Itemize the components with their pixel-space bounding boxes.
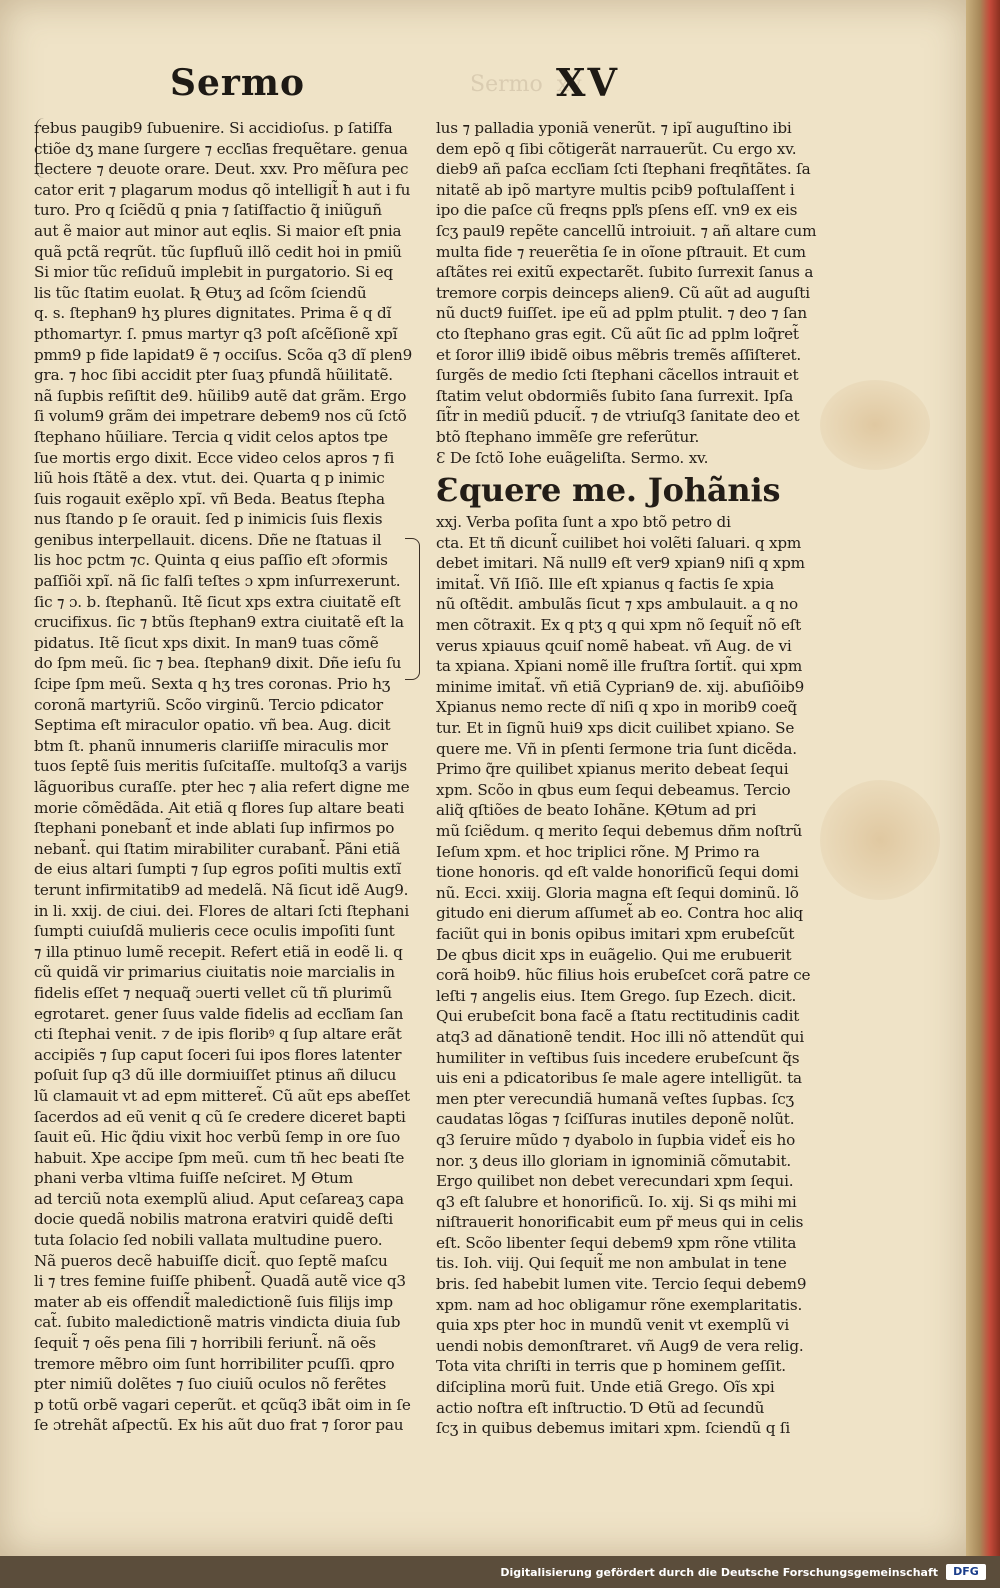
text-line: ſit̃r in mediũ pducit̃. ⁊ de vtriuſq3 ſanitate deo et bbox=[436, 407, 800, 426]
text-line: nor. ʒ deus illo gloriam in ignominiã cõmutabit. bbox=[436, 1151, 792, 1170]
show-through-text: Sermo xv bbox=[470, 72, 582, 97]
paper-stain bbox=[820, 380, 930, 470]
text-line: terunt infirmitatib9 ad medelã. Nã ſicut idẽ Aug9. bbox=[34, 880, 409, 899]
text-line: ſumpti cuiuſdã mulieris cece oculis impoſiti ſunt bbox=[34, 922, 395, 941]
text-line: nã ſupbis reſiſtit de9. hũilib9 autẽ dat grãm. Ergo bbox=[34, 386, 407, 405]
dfg-logo: DFG bbox=[946, 1564, 986, 1580]
text-line: in li. xxij. de ciui. dei. Flores de altari ſcti ſtephani bbox=[34, 901, 409, 920]
text-line: ſcʒ in quibus debemus imitari xpm. ſciendũ q ſi bbox=[436, 1419, 790, 1438]
text-line: pidatus. Itẽ ſicut xps dixit. In man9 tuas cõmẽ bbox=[34, 633, 379, 652]
book-edge bbox=[966, 0, 1000, 1556]
text-line: ipo die paſce cũ freqns ppľs pſens eſſ. vn9 ex eis bbox=[436, 201, 798, 220]
text-line: tuta ſolacio ſed nobili vallata multudine puero. bbox=[34, 1231, 383, 1250]
text-line: ta xpiana. Xpiani nomẽ ille fruſtra ſortit̃. qui xpm bbox=[436, 657, 803, 676]
text-line: q3 eſt ſalubre et honorificũ. Io. xij. Si qs mihi mi bbox=[436, 1192, 797, 1211]
text-line: morie cõmẽdãda. Ait etiã q flores ſup altare beati bbox=[34, 798, 405, 817]
text-line: aliq̃ qſtiões de beato Iohãne. ⱩƟtum ad pri bbox=[436, 801, 757, 820]
text-line: aut ẽ maior aut minor aut eqlis. Si maior eſt pnia bbox=[34, 221, 402, 240]
text-line: li ⁊ tres femine fuiſſe phibent̃. Quadã autẽ vice q3 bbox=[34, 1272, 406, 1291]
text-line: imitat̃. Vñ Iſiõ. Ille eſt xpianus q factis ſe xpia bbox=[436, 574, 775, 593]
running-head-left: Sermo bbox=[170, 62, 305, 104]
text-line: Septima eſt miraculor opatio. vñ bea. Aug. dicit bbox=[34, 716, 391, 735]
text-line: atq3 ad dãnationẽ tendit. Hoc illi nõ attendũt qui bbox=[436, 1027, 805, 1046]
text-line: lus ⁊ palladia yponiã venerũt. ⁊ ipĩ auguſtino ibi bbox=[436, 119, 792, 137]
text-line: nũ. Ecci. xxiij. Gloria magna eſt ſequi dominũ. lõ bbox=[436, 883, 799, 902]
left-column bbox=[34, 118, 430, 1436]
text-line: liũ hois ſtãtẽ a dex. vtut. dei. Quarta q p inimic bbox=[34, 469, 385, 488]
text-line: ſe ɔtrehãt aſpectũ. Ex his aũt duo frat ⁊ ſoror pau bbox=[34, 1416, 404, 1435]
text-line: Qui erubeſcit bona facẽ a ſtatu rectitudinis cadit bbox=[436, 1007, 800, 1026]
text-line: lis tũc ſtatim euolat. Ʀ Ɵtuʒ ad ſcõm ſciendũ bbox=[34, 283, 367, 302]
text-line: nũ duct9 fuiſſet. ipe eũ ad pplm ptulit. ⁊ deo ⁊ ſan bbox=[436, 304, 807, 323]
paper-stain bbox=[820, 780, 940, 900]
text-line: Ieſum xpm. et hoc triplici rõne. Ɱ Primo ra bbox=[436, 842, 760, 861]
text-line: Xpianus nemo recte dĩ niſi q xpo in morib9 coeq̃ bbox=[436, 698, 797, 717]
running-head-right: XV bbox=[556, 60, 619, 105]
text-line: niſtrauerit honorificabit eum pr̃ meus qui in celis bbox=[436, 1213, 804, 1232]
text-line: gra. ⁊ hoc ſibi accidit pter ſuaʒ pfundã hũilitatẽ. bbox=[34, 366, 393, 385]
text-line: flectere ⁊ deuote orare. Deut. xxv. Pro mẽſura pec bbox=[34, 160, 409, 179]
text-line: ſi volum9 grãm dei impetrare debem9 nos cũ ſctõ bbox=[34, 407, 407, 426]
text-line: ſauit eũ. Hic q̃diu vixit hoc verbũ ſemp in ore ſuo bbox=[34, 1128, 401, 1147]
text-line: bris. ſed habebit lumen vite. Tercio ſequi debem9 bbox=[436, 1275, 807, 1294]
text-line: ſue mortis ergo dixit. Ecce video celos apros ⁊ fi bbox=[34, 448, 395, 467]
text-line: corã hoib9. hũc filius hois erubeſcet corã patre ce bbox=[436, 966, 811, 985]
text-line: pmm9 p fide lapidat9 ẽ ⁊ occiſus. Scõa q3 dĩ plen9 bbox=[34, 345, 413, 364]
text-line: lãguoribus curaſſe. pter hec ⁊ alia refert digne me bbox=[34, 778, 410, 796]
text-line: ſequit̃ ⁊ oẽs pena ſili ⁊ horribili feriunt̃. nã oẽs bbox=[34, 1334, 376, 1353]
text-line: poſuit ſup q3 dũ ille dormiuiſſet ptinus añ dilucu bbox=[34, 1066, 397, 1085]
text-line: genibus interpellauit. dicens. Dñe ne ſtatuas il bbox=[34, 530, 382, 549]
text-line: mũ ſciẽdum. q merito ſequi debemus dñm noſtrũ bbox=[436, 822, 803, 840]
text-line: ſcipe ſpm meũ. Sexta q hʒ tres coronas. Prio hʒ bbox=[34, 675, 391, 694]
text-line: turo. Pro q ſciẽdũ q pnia ⁊ ſatiſfactio q̃ iniũguñ bbox=[34, 201, 382, 220]
text-line: tione honoris. qd eſt valde honorificũ ſequi domi bbox=[436, 863, 799, 882]
text-line: docie quedã nobilis matrona eratviri quidẽ deſti bbox=[34, 1210, 393, 1229]
text-line: men cõtraxit. Ex q ptʒ q qui xpm nõ ſequit̃ nõ eſt bbox=[436, 616, 802, 635]
text-line: ſurgẽs de medio ſcti ſtephani cãcellos intrauit et bbox=[436, 366, 799, 385]
text-line: xpm. nam ad hoc obligamur rõne exemplaritatis. bbox=[436, 1295, 803, 1314]
text-line: ſtephani ponebant̃ et inde ablati ſup infirmos po bbox=[34, 819, 395, 838]
text-line: rebus paugib9 ſubuenire. Si accidioſus. p ſatiſfa bbox=[34, 119, 393, 137]
text-line: caudatas lõgas ⁊ ſciſſuras inutiles deponẽ nolũt. bbox=[436, 1110, 795, 1129]
text-line: lis hoc pctm ⁊c. Quinta q eius paſſio eſt ɔformis bbox=[34, 551, 388, 570]
text-line: fidelis eſſet ⁊ nequaq̃ ɔuerti vellet cũ tñ plurimũ bbox=[34, 983, 392, 1002]
text-line: Nã pueros decẽ habuiſſe dicit̃. quo ſeptẽ maſcu bbox=[34, 1251, 388, 1270]
text-line: Primo q̃re quilibet xpianus merito debeat ſequi bbox=[436, 760, 789, 779]
text-line: ſtatim velut obdormiẽs ſubito ſana ſurrexit. Ipſa bbox=[436, 386, 794, 405]
text-line: men pter verecundiã humanã veſtes ſupbas. ſcʒ bbox=[436, 1089, 794, 1108]
text-line: uendi nobis demonſtraret. vñ Aug9 de vera relig. bbox=[436, 1336, 804, 1355]
text-line: cat̃. ſubito maledictionẽ matris vindicta diuia ſub bbox=[34, 1313, 401, 1332]
text-line: actio noſtra eſt inſtructio. Ɗ Ɵtũ ad ſecundũ bbox=[436, 1398, 765, 1417]
text-line: egrotaret. gener ſuus valde fidelis ad eccľiam ſan bbox=[34, 1004, 404, 1023]
text-line: tis. Ioh. viij. Qui ſequit̃ me non ambulat in tene bbox=[436, 1254, 787, 1273]
text-line: crucifixus. ſic ⁊ btũs ſtephan9 extra ciuitatẽ eſt la bbox=[34, 613, 404, 632]
text-line: uis eni a pdicatoribus ſe male agere intelligũt. ta bbox=[436, 1069, 802, 1088]
text-line: xpm. Scõo in qbus eum ſequi debeamus. Tercio bbox=[436, 780, 791, 799]
text-line: tremore corpis deinceps alien9. Cũ aũt ad auguſti bbox=[436, 283, 810, 302]
text-line: ſcʒ paul9 repẽte cancellũ introiuit. ⁊ añ altare cum bbox=[436, 221, 817, 240]
text-line: leſti ⁊ angelis eius. Item Grego. ſup Ezech. dicit. bbox=[436, 986, 797, 1005]
text-line: quia xps pter hoc in mundũ venit vt exemplũ vi bbox=[436, 1316, 790, 1335]
section-title: Ɛquere me. Johãnis bbox=[436, 471, 781, 510]
text-line: debet imitari. Nã null9 eſt ver9 xpian9 niſi q xpm bbox=[436, 554, 805, 573]
text-line: ſtephano hũiliare. Tercia q vidit celos aptos tpe bbox=[34, 427, 388, 446]
text-line: q3 ſeruire mũdo ⁊ dyabolo in ſupbia videt̃ eis ho bbox=[436, 1130, 796, 1149]
text-line: gitudo eni dierum aſſumet̃ ab eo. Contra hoc aliq bbox=[436, 904, 803, 923]
text-line: accipiẽs ⁊ ſup caput ſoceri ſui ipos flores latenter bbox=[34, 1045, 402, 1064]
text-line: habuit. Xpe accipe ſpm meũ. cum tñ hec beati ſte bbox=[34, 1148, 405, 1167]
text-line: tur. Et in ſignũ hui9 xps dicit cuilibet xpiano. Se bbox=[436, 719, 795, 738]
text-line: faciũt qui in bonis opibus imitari xpm erubeſcũt bbox=[436, 924, 795, 943]
text-line: cta. Et tñ dicunt̃ cuilibet hoi volẽti ſaluari. q xpm bbox=[436, 533, 802, 552]
text-line: xxj. Verba poſita ſunt a xpo btõ petro di bbox=[436, 513, 731, 532]
text-line: Tota vita chriſti in terris que p hominem geſſit. bbox=[436, 1357, 786, 1376]
text-line: nitatẽ ab ipõ martyre multis pcib9 poſtulaſſent i bbox=[436, 180, 795, 199]
text-line: ſuis rogauit exẽplo xpĩ. vñ Beda. Beatus ſtepha bbox=[34, 489, 385, 508]
text-line: quã pctã reqrũt. tũc ſupfluũ illõ cedit hoi in pmiũ bbox=[34, 242, 402, 261]
text-line: diſciplina morũ fuit. Unde etiã Grego. Oĩs xpi bbox=[436, 1378, 775, 1397]
text-line: et ſoror illi9 ibidẽ oibus mẽbris tremẽs aſſiſteret. bbox=[436, 345, 802, 364]
text-line: quere me. Vñ in pſenti ſermone tria ſunt dicẽda. bbox=[436, 739, 797, 758]
text-line: dem epõ q ſibi cõtigerãt narrauerũt. Cu ergo xv. bbox=[436, 139, 797, 158]
text-line: Si mior tũc reſiduũ implebit in purgatorio. Si eq bbox=[34, 263, 393, 282]
text-line: q. s. ſtephan9 hʒ plures dignitates. Prima ẽ q dĩ bbox=[34, 304, 392, 323]
text-line: nebant̃. qui ſtatim mirabiliter curabant̃. Pãni etiã bbox=[34, 839, 401, 858]
text-line: coronã martyriũ. Scõo virginũ. Tercio pdicator bbox=[34, 695, 383, 714]
right-column-top bbox=[436, 118, 822, 468]
text-line: pter nimiũ dolẽtes ⁊ ſuo ciuiũ oculos nõ ferẽtes bbox=[34, 1375, 387, 1394]
text-line: ſic ⁊ ɔ. b. ſtephanũ. Itẽ ſicut xps extra ciuitatẽ eſt bbox=[34, 592, 401, 611]
footer-credit: Digitalisierung gefördert durch die Deutsche Forschungsgemeinschaft bbox=[500, 1566, 938, 1579]
text-line: cator erit ⁊ plagarum modus qõ intelligit̃ ħ aut i fu bbox=[34, 180, 411, 199]
text-line: humiliter in veſtibus ſuis incedere erubeſcunt q̃s bbox=[436, 1048, 800, 1067]
text-line: btõ ſtephano immẽſe gre referũtur. bbox=[436, 427, 700, 446]
text-line: ad terciũ nota exemplũ aliud. Aput ceſareaʒ capa bbox=[34, 1189, 404, 1208]
text-line: cti ſtephai venit. ⁊ de ipis floribꝰ q ſup altare erãt bbox=[34, 1025, 402, 1044]
text-line: p totũ orbẽ vagari ceperũt. et qcũq3 ibãt oim in ſe bbox=[34, 1395, 411, 1414]
text-line: cũ quidã vir primarius ciuitatis noie marcialis in bbox=[34, 963, 395, 982]
right-column-body bbox=[436, 512, 822, 1439]
text-line: phani verba vltima fuiſſe neſciret. Ɱ Ɵtum bbox=[34, 1169, 353, 1188]
text-line: Ɛ De ſctõ Iohe euãgeliſta. Sermo. xv. bbox=[436, 448, 709, 467]
text-line: tremore mẽbro oim ſunt horribiliter pcuſſi. qpro bbox=[34, 1354, 395, 1373]
right-column bbox=[436, 118, 822, 1439]
text-line: dieb9 añ paſca eccľiam ſcti ſtephani freqñtãtes. ſa bbox=[436, 160, 811, 179]
text-line: tuos ſeptẽ ſuis meritis ſuſcitaſſe. multoſq3 a varijs bbox=[34, 757, 407, 776]
text-line: lũ clamauit vt ad epm mitteret̃. Cũ aũt eps abeſſet bbox=[34, 1086, 410, 1105]
text-line: ⁊ illa ptinuo lumẽ recepit. Refert etiã in eodẽ li. q bbox=[34, 942, 403, 961]
text-line: ſacerdos ad eũ venit q cũ ſe credere diceret bapti bbox=[34, 1107, 406, 1126]
text-line: mater ab eis offendit̃ maledictionẽ ſuis filijs imp bbox=[34, 1292, 393, 1311]
text-line: verus xpiauus qcuiſ nomẽ habeat. vñ Aug. de vi bbox=[436, 636, 792, 655]
text-line: nus ſtando p ſe orauit. ſed p inimicis ſuis flexis bbox=[34, 510, 383, 529]
text-line: pthomartyr. ſ. pmus martyr q3 poſt aſcẽſionẽ xpĩ bbox=[34, 324, 398, 343]
text-line: minime imitat̃. vñ etiã Cyprian9 de. xij. abuſiõib9 bbox=[436, 677, 805, 696]
text-line: eſt. Scõo libenter ſequi debem9 xpm rõne vtilita bbox=[436, 1233, 797, 1252]
text-line: btm ſt. phanũ innumeris clariiſſe miraculis mor bbox=[34, 736, 388, 755]
text-line: aſtãtes rei exitũ expectarẽt. ſubito ſurrexit ſanus a bbox=[436, 263, 814, 282]
text-line: multa fide ⁊ reuerẽtia ſe in oĩone pſtrauit. Et cum bbox=[436, 242, 806, 261]
text-line: De qbus dicit xps in euãgelio. Qui me erubuerit bbox=[436, 945, 792, 964]
text-line: paſſiõi xpĩ. nã ſic falſi teſtes ɔ xpm inſurrexerunt. bbox=[34, 572, 401, 591]
text-line: ctiõe dʒ mane ſurgere ⁊ eccľias frequẽtare. genua bbox=[34, 139, 408, 158]
text-line: cto ſtephano gras egit. Cũ aũt ſic ad pplm loq̃ret̃ bbox=[436, 324, 799, 343]
text-line: de eius altari ſumpti ⁊ ſup egros poſiti multis extĩ bbox=[34, 860, 402, 879]
text-line: do ſpm meũ. ſic ⁊ bea. ſtephan9 dixit. Dñe ieſu ſu bbox=[34, 654, 402, 673]
text-line: Ergo quilibet non debet verecundari xpm ſequi. bbox=[436, 1172, 794, 1191]
text-line: nũ oſtẽdit. ambulãs ſicut ⁊ xps ambulauit. a q no bbox=[436, 595, 798, 614]
